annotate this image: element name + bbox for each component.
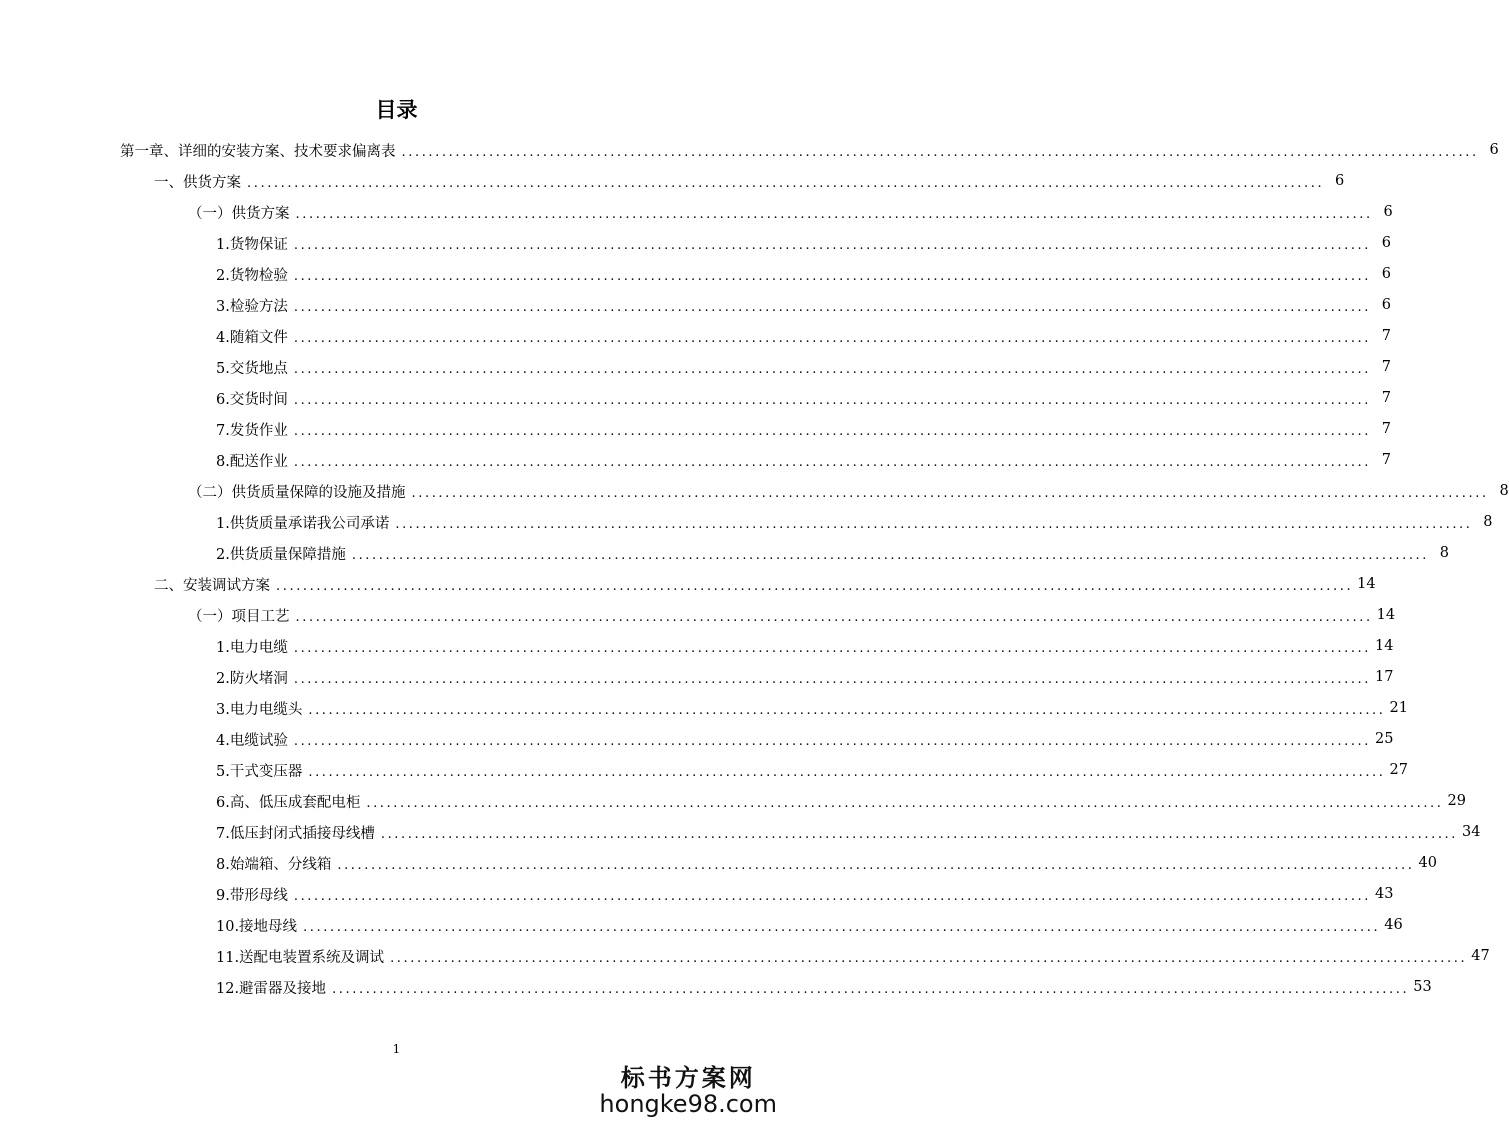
- toc-entry[interactable]: [216, 758, 1408, 782]
- toc-dot-leader: ................................................................................................................................................................: [293, 330, 1372, 346]
- toc-entry-page: 43: [1375, 886, 1394, 902]
- toc-entry[interactable]: [188, 200, 1393, 224]
- toc-entry-page: 40: [1418, 855, 1437, 871]
- toc-entry-label: （一）项目工艺: [188, 608, 290, 625]
- toc-entry-label: 第一章、详细的安装方案、技术要求偏离表: [120, 143, 396, 160]
- toc-entry-page: 29: [1447, 793, 1466, 809]
- toc-entry-label: 二、安装调试方案: [154, 577, 270, 594]
- toc-dot-leader: ................................................................................................................................................................: [293, 423, 1372, 439]
- toc-entry-page: 6: [1381, 235, 1392, 251]
- toc-entry-page: 47: [1471, 948, 1490, 964]
- toc-entry-page: 27: [1389, 762, 1408, 778]
- toc-entry-label: 3.电力电缆头: [216, 701, 303, 718]
- toc-entry[interactable]: [216, 789, 1466, 813]
- toc-entry[interactable]: [154, 572, 1376, 596]
- toc-entry[interactable]: [216, 913, 1403, 937]
- toc-entry-label: 5.交货地点: [216, 360, 288, 377]
- toc-entry-label: 1.货物保证: [216, 236, 288, 253]
- toc-entry-label: 2.货物检验: [216, 267, 288, 284]
- toc-title: 目录: [375, 98, 418, 122]
- toc-dot-leader: ................................................................................................................................................................: [380, 826, 1459, 842]
- toc-dot-leader: ................................................................................................................................................................: [390, 950, 1468, 966]
- toc-entry-page: 7: [1381, 452, 1392, 468]
- toc-entry-page: 8: [1499, 483, 1509, 499]
- toc-dot-leader: ................................................................................................................................................................: [351, 547, 1430, 563]
- toc-entry-page: 6: [1334, 173, 1345, 189]
- toc-entry-label: 12.避雷器及接地: [216, 980, 327, 997]
- toc-entry[interactable]: [216, 541, 1450, 565]
- toc-entry-page: 25: [1375, 731, 1394, 747]
- toc-dot-leader: ................................................................................................................................................................: [293, 888, 1372, 904]
- toc-entry[interactable]: [216, 231, 1392, 255]
- watermark: [599, 1063, 777, 1118]
- toc-entry-page: 6: [1383, 204, 1393, 220]
- toc-entry-page: 6: [1381, 266, 1392, 282]
- toc-entry[interactable]: [216, 820, 1481, 844]
- toc-entry-page: 6: [1381, 297, 1392, 313]
- toc-entry[interactable]: [154, 169, 1345, 193]
- toc-entry-label: 11.送配电装置系统及调试: [216, 949, 385, 966]
- toc-entry-page: 34: [1462, 824, 1481, 840]
- toc-entry[interactable]: [216, 355, 1392, 379]
- toc-entry[interactable]: [216, 851, 1437, 875]
- toc-entry-page: 17: [1375, 669, 1394, 685]
- toc-entry-label: 8.始端箱、分线箱: [216, 856, 332, 873]
- toc-entry-page: 8: [1439, 545, 1450, 561]
- toc-entry[interactable]: [188, 479, 1509, 503]
- toc-entry-label: 2.供货质量保障措施: [216, 546, 346, 563]
- toc-entry-label: 7.发货作业: [216, 422, 288, 439]
- toc-dot-leader: ................................................................................................................................................................: [293, 237, 1372, 253]
- toc-entry-label: 6.高、低压成套配电柜: [216, 794, 361, 811]
- toc-dot-leader: ................................................................................................................................................................: [401, 144, 1479, 160]
- toc-dot-leader: ................................................................................................................................................................: [293, 361, 1372, 377]
- toc-entry[interactable]: [216, 262, 1392, 286]
- toc-entry-label: 5.干式变压器: [216, 763, 303, 780]
- toc-dot-leader: ................................................................................................................................................................: [276, 578, 1354, 594]
- toc-entry[interactable]: [216, 324, 1392, 348]
- toc-entry-label: 1.电力电缆: [216, 639, 288, 656]
- toc-dot-leader: ................................................................................................................................................................: [295, 609, 1373, 625]
- toc-entry-page: 7: [1381, 390, 1392, 406]
- toc-entry[interactable]: [120, 138, 1499, 162]
- toc-entry[interactable]: [216, 634, 1394, 658]
- toc-entry-page: 7: [1381, 359, 1392, 375]
- toc-entry[interactable]: [216, 510, 1493, 534]
- toc-entry[interactable]: [216, 882, 1394, 906]
- toc-entry[interactable]: [216, 417, 1392, 441]
- toc-entry[interactable]: [216, 665, 1394, 689]
- toc-dot-leader: ................................................................................................................................................................: [293, 733, 1372, 749]
- toc-entry-label: 6.交货时间: [216, 391, 288, 408]
- toc-entry-page: 8: [1483, 514, 1493, 530]
- toc-dot-leader: ................................................................................................................................................................: [293, 392, 1372, 408]
- toc-entry-label: 3.检验方法: [216, 298, 288, 315]
- toc-entry[interactable]: [216, 696, 1408, 720]
- toc-dot-leader: ................................................................................................................................................................: [293, 671, 1372, 687]
- toc-entry-page: 46: [1384, 917, 1403, 933]
- toc-entry[interactable]: [216, 727, 1394, 751]
- watermark-brand: 标书方案网: [620, 1063, 756, 1092]
- toc-dot-leader: ................................................................................................................................................................: [295, 206, 1373, 222]
- toc-dot-leader: ................................................................................................................................................................: [247, 175, 1325, 191]
- toc-dot-leader: ................................................................................................................................................................: [293, 454, 1372, 470]
- toc-entry[interactable]: [216, 293, 1392, 317]
- toc-dot-leader: ................................................................................................................................................................: [366, 795, 1444, 811]
- toc-entry[interactable]: [188, 603, 1396, 627]
- toc-entry-page: 21: [1389, 700, 1408, 716]
- toc-entry-page: 7: [1381, 421, 1392, 437]
- toc-dot-leader: ................................................................................................................................................................: [411, 485, 1489, 501]
- toc-dot-leader: ................................................................................................................................................................: [308, 764, 1386, 780]
- toc-entry-page: 6: [1489, 142, 1499, 158]
- watermark-url: hongke98.com: [599, 1090, 777, 1118]
- toc-entry-label: 9.带形母线: [216, 887, 288, 904]
- toc-entry-page: 14: [1376, 607, 1396, 623]
- toc-dot-leader: ................................................................................................................................................................: [293, 268, 1372, 284]
- toc-entry-page: 7: [1381, 328, 1392, 344]
- toc-dot-leader: ................................................................................................................................................................: [293, 299, 1372, 315]
- toc-entry-page: 14: [1375, 638, 1394, 654]
- toc-dot-leader: ................................................................................................................................................................: [332, 981, 1410, 997]
- toc-dot-leader: ................................................................................................................................................................: [308, 702, 1386, 718]
- toc-entry-label: 4.电缆试验: [216, 732, 288, 749]
- toc-entry-label: 1.供货质量承诺我公司承诺: [216, 515, 390, 532]
- page-number: 1: [392, 1042, 401, 1056]
- toc-entry[interactable]: [216, 975, 1432, 999]
- toc-dot-leader: ................................................................................................................................................................: [293, 640, 1372, 656]
- toc-entry[interactable]: [216, 448, 1392, 472]
- toc-entry-label: （一）供货方案: [188, 205, 290, 222]
- toc-entry-label: 8.配送作业: [216, 453, 288, 470]
- toc-entry-label: 4.随箱文件: [216, 329, 288, 346]
- toc-entry-page: 14: [1357, 576, 1376, 592]
- toc-entry-label: 10.接地母线: [216, 918, 298, 935]
- toc-entry-label: 7.低压封闭式插接母线槽: [216, 825, 375, 842]
- toc-entry-label: （二）供货质量保障的设施及措施: [188, 484, 406, 501]
- toc-dot-leader: ................................................................................................................................................................: [337, 857, 1415, 873]
- toc-entry-page: 53: [1413, 979, 1432, 995]
- toc-dot-leader: ................................................................................................................................................................: [303, 919, 1381, 935]
- toc-dot-leader: ................................................................................................................................................................: [395, 516, 1473, 532]
- toc-entry[interactable]: [216, 386, 1392, 410]
- toc-entry[interactable]: [216, 944, 1490, 968]
- toc-entry-label: 2.防火堵洞: [216, 670, 288, 687]
- toc-entry-label: 一、供货方案: [154, 174, 241, 191]
